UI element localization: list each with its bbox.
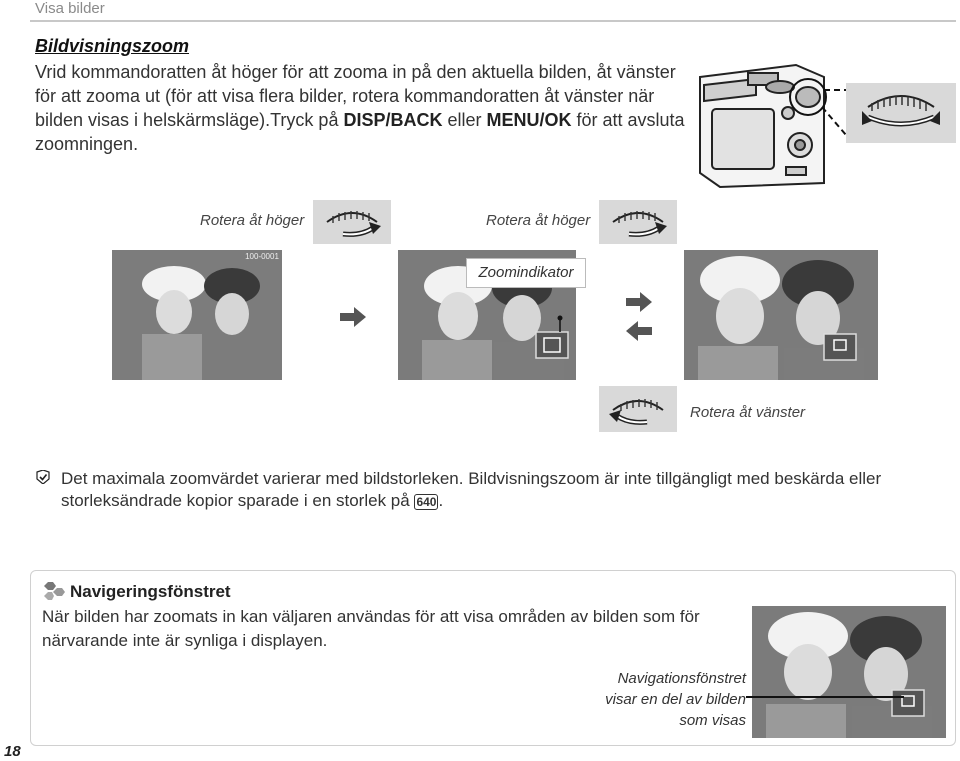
menu-ok-label: MENU/OK	[486, 110, 572, 130]
arrow-right-icon-2	[626, 292, 652, 317]
photo-full-view	[112, 250, 282, 380]
intro-press: Tryck på	[270, 110, 344, 130]
rotate-right-caption-2: Rotera åt höger	[486, 212, 591, 229]
caption-leader-line	[746, 696, 904, 698]
note-text: Det maximala zoomvärdet varierar med bildstorleken. Bildvisningszoom är inte tillgängligt med beskärda eller storleksändrade kopior sparade i en storlek på	[61, 469, 882, 510]
frame-number: 100-0001	[245, 252, 279, 261]
photo-navigation-window	[752, 606, 946, 738]
tip-title: Navigeringsfönstret	[70, 582, 231, 601]
dial-right-icon	[313, 200, 391, 244]
intro-or: eller	[442, 110, 487, 130]
zoom-indicator-label: Zoomindikator	[466, 258, 586, 288]
navigation-window-caption: Navigationsfönstret visar en del av bilden som visas	[605, 670, 746, 729]
tip-text: När bilden har zoomats in kan väljaren användas för att visa områden av bilden som för närvarande inte är synliga i displayen.	[42, 607, 700, 650]
header-divider	[30, 20, 956, 22]
arrow-left-icon	[626, 321, 652, 346]
dial-left-icon	[599, 386, 677, 432]
dial-right-icon-2	[599, 200, 677, 244]
disp-back-label: DISP/BACK	[343, 110, 443, 130]
arrow-right-icon	[340, 307, 366, 332]
camera-illustration	[696, 55, 958, 195]
intro-text: Vrid kommandoratten åt höger för att zooma in på den aktuella bilden, åt vänster för att zooma ut (för att visa flera bilder, rotera kommandoratten åt vänster när bilden visas i helskärmsläge).	[35, 62, 676, 130]
chapter-label: Visa bilder	[35, 0, 105, 17]
size-640-badge: 640	[416, 495, 437, 509]
section-title: Bildvisningszoom	[35, 36, 190, 56]
note-paragraph	[35, 468, 950, 512]
intro-paragraph	[35, 60, 685, 156]
page-number: 18	[4, 743, 21, 760]
note-end: .	[438, 491, 444, 510]
tip-hexagon-icon	[42, 580, 66, 607]
rotate-right-caption-1: Rotera åt höger	[200, 212, 305, 229]
rotate-left-caption: Rotera åt vänster	[690, 404, 806, 421]
intro-end: för att avsluta zoomningen.	[35, 110, 685, 154]
photo-further-zoomed-view	[684, 250, 878, 380]
